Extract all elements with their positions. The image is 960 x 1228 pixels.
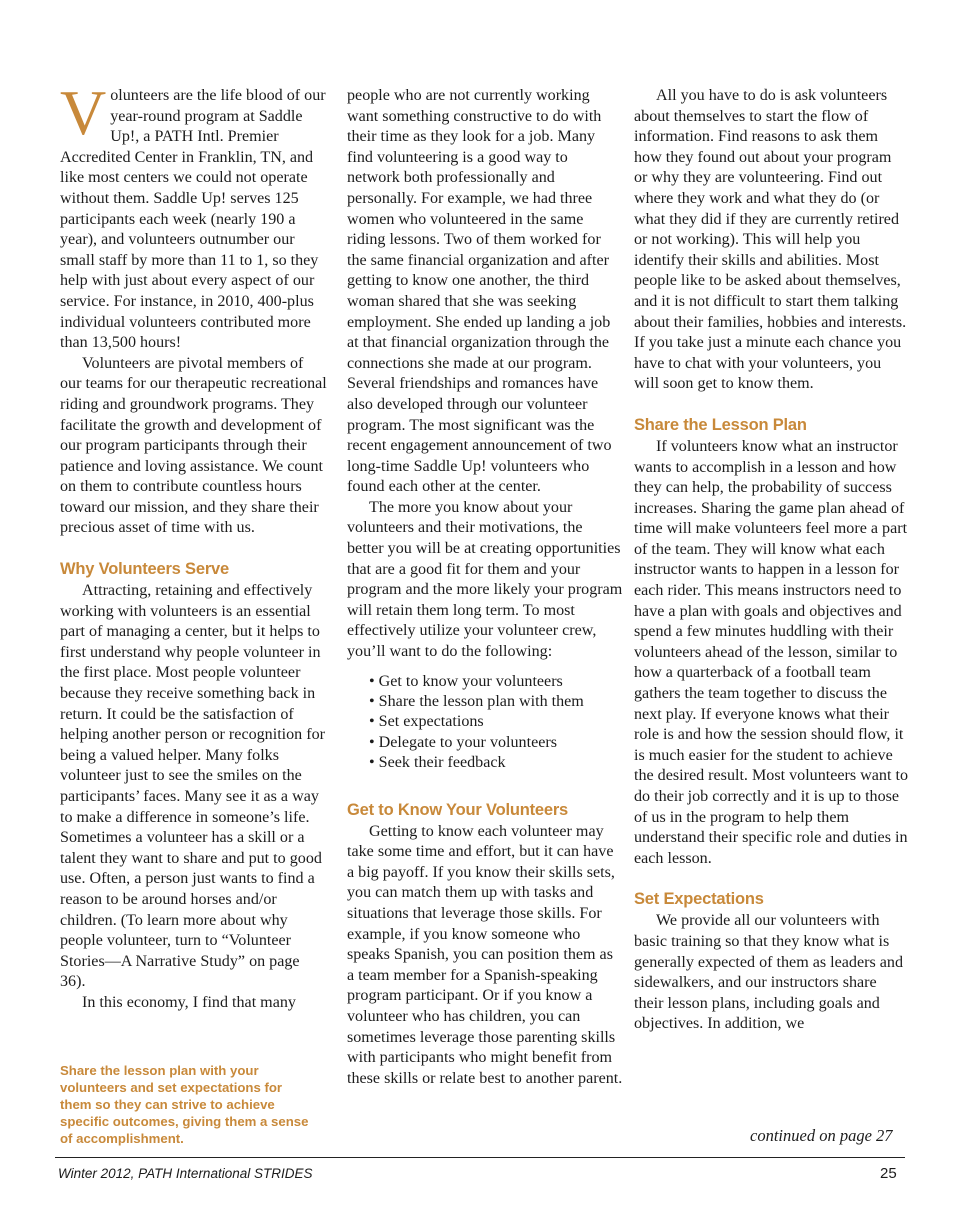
list-item: • Seek their feedback <box>369 753 623 773</box>
continued-note: continued on page 27 <box>750 1126 893 1145</box>
drop-cap: V <box>60 77 107 148</box>
intro-text: olunteers are the life blood of our year-round program at Saddle Up!, a PATH Intl. Premier Accredited Center in Franklin, TN, and like most centers we could not operate without them. Saddle Up! serves 125 participants each week (nearly 190 a year), and volunteers outnumber our small staff by more than 11 to 1, so they help with just about every aspect of our service. For instance, in 2010, 400-plus individual volunteers contributed more than 13,500 hours! <box>60 87 326 352</box>
footer-publication: Winter 2012, PATH International STRIDES <box>58 1166 313 1181</box>
footer-divider <box>55 1157 905 1158</box>
paragraph-economy-continued: people who are not currently working want something constructive to do with their time as they look for a job. Many find volunteering is a good way to network both professionally and personally. For example, we had three women who volunteered in the same riding lessons. Two of them worked for the same financial organization and after getting to know one another, the third woman shared that she was seeking employment. She ended up landing a job at that financial organization through the connections she made at our program. Several friendships and romances have also developed through our volunteer program. The most significant was the recent engagement announcement of two long-time Saddle Up! volunteers who found each other at the center. <box>347 87 612 496</box>
paragraph-share: If volunteers know what an instructor wants to accomplish in a lesson and how they can help, the probability of success increases. Sharing the game plan ahead of time will make volunteers feel more a part of the team. They will know what each instructor wants to happen in a lesson for each rider. This means instructors need to have a plan with goals and objectives and spend a few minutes huddling with their volunteers ahead of the lesson, similar to how a quarterback of a football team gathers the team together to discuss the next play. If everyone knows what their role is and how the session should flow, it is much easier for the student to achieve the desired result. Most volunteers want to do their job correctly and it is up to those of us in the program to help them understand their specific role and duties in each lesson. <box>634 437 908 867</box>
list-item: • Set expectations <box>369 712 623 732</box>
paragraph-more: The more you know about your volunteers and their motivations, the better you will be at creating opportunities that are a good fit for them and your program and the more likely your program will retain them long term. To most effectively utilize your volunteer crew, you’ll want to do the following: <box>347 498 623 661</box>
paragraph-know: Getting to know each volunteer may take some time and effort, but it can have a big payoff. If you know their skills sets, you can match them up with tasks and situations that leverage those skills. For example, if you know someone who speaks Spanish, you can position them as a team member for a Spanish-speaking program participant. Or if you know a volunteer who has children, you can sometimes leverage those parenting skills with participants who might benefit from these skills or relate best to another parent. <box>347 822 623 1087</box>
paragraph-ask: All you have to do is ask volunteers about themselves to start the flow of information. Find reasons to ask them how they found out about your program or why they are volunteering. Find out where they work and what they do (or what they did if they are currently retired or not working). This will help you identify their skills and abilities. Most people like to be asked about themselves, and it is not difficult to start them talking about their families, hobbies and interests. If you take just a minute each chance you have to chat with your volunteers, you will soon get to know them. <box>634 87 907 393</box>
paragraph-why: Attracting, retaining and effectively working with volunteers is an essential part of managing a center, but it helps to first understand why people volunteer in the first place. Most people volunteer because they receive something back in return. It could be the satisfaction of helping another person or recognition for being a valued helper. Many folks volunteer just to see the smiles on the participants’ faces. Many see it as a way to make a difference in someone’s life. Sometimes a volunteer has a skill or a talent they want to share and put to good use. Often, a person just wants to find a reason to be around horses and/or children. (To learn more about why people volunteer, turn to “Volunteer Stories—A Narrative Study” on page 36). <box>60 582 326 991</box>
heading-share-lesson-plan: Share the Lesson Plan <box>634 415 807 434</box>
pull-quote: Share the lesson plan with your volunteers and set expectations for them so they can strive to achieve specific outcomes, giving them a sense of accomplishment. <box>60 1063 309 1146</box>
page-number: 25 <box>880 1165 897 1182</box>
paragraph-expect: We provide all our volunteers with basic training so that they know what is generally expected of them as leaders and sidewalkers, and our instructors share their lesson plans, including goals and objectives. In addition, we <box>634 912 903 1033</box>
list-item: • Delegate to your volunteers <box>369 733 623 753</box>
list-item: • Get to know your volunteers <box>369 672 623 692</box>
bullet-list <box>347 672 623 774</box>
heading-get-to-know: Get to Know Your Volunteers <box>347 800 569 819</box>
paragraph-economy-start: In this economy, I find that many <box>82 993 296 1011</box>
heading-set-expectations: Set Expectations <box>634 890 764 909</box>
article-column-2 <box>347 86 623 1089</box>
article-column-3 <box>634 86 908 1035</box>
paragraph-pivotal: Volunteers are pivotal members of our teams for our therapeutic recreational riding and groundwork programs. They facilitate the growth and development of our program participants through their patience and loving assistance. We count on them to contribute countless hours toward our mission, and they share their precious asset of time with us. <box>60 354 327 537</box>
article-column-1 <box>60 77 328 1014</box>
heading-why-volunteers-serve: Why Volunteers Serve <box>60 560 230 579</box>
list-item: • Share the lesson plan with them <box>369 692 623 712</box>
intro-paragraph <box>60 77 328 354</box>
